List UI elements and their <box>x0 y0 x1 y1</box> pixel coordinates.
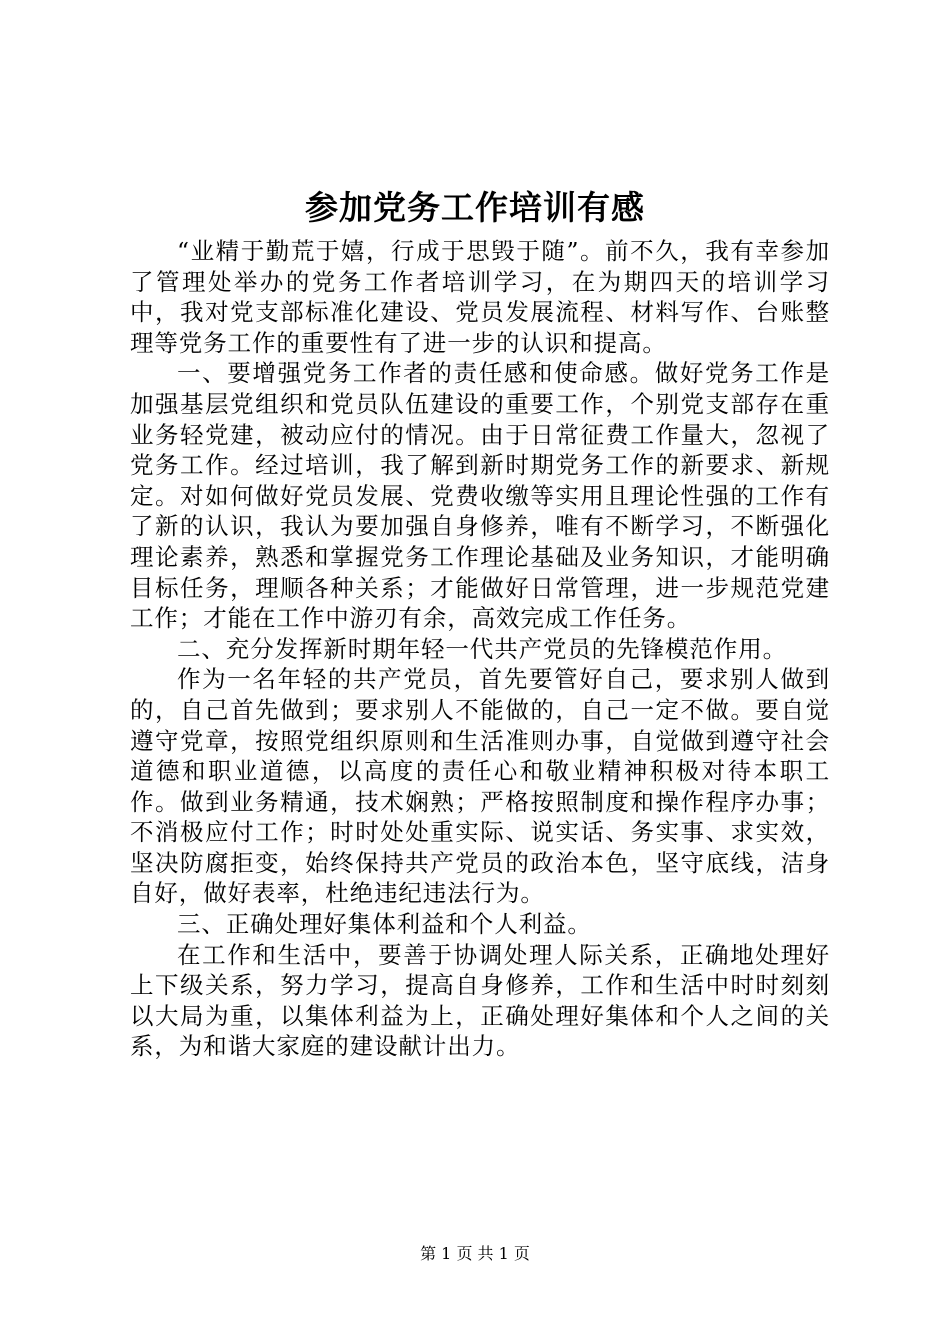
paragraph-section-two: 作为一名年轻的共产党员，首先要管好自己，要求别人做到的，自己首先做到；要求别人不能做的，自己一定不做。要自觉遵守党章，按照党组织原则和生活准则办事，自觉做到遵守社会道德和职业道德，以高度的责任心和敬业精神积极对待本职工作。做到业务精通，技术娴熟；严格按照制度和操作程序办事；不消极应付工作；时时处处重实际、说实话、务实事、求实效，坚决防腐拒变，始终保持共产党员的政治本色，坚守底线，洁身自好，做好表率，杜绝违纪违法行为。 <box>130 665 830 908</box>
paragraph-intro: “业精于勤荒于嬉，行成于思毁于随”。前不久，我有幸参加了管理处举办的党务工作者培训学习，在为期四天的培训学习中，我对党支部标准化建设、党员发展流程、材料写作、台账整理等党务工作的重要性有了进一步的认识和提高。 <box>130 237 830 357</box>
page-number-footer: 第 1 页 共 1 页 <box>420 1244 530 1263</box>
paragraph-section-three: 在工作和生活中，要善于协调处理人际关系，正确地处理好上下级关系，努力学习，提高自身修养，工作和生活中时时刻刻以大局为重，以集体利益为上，正确处理好集体和个人之间的关系，为和谐大家庭的建设献计出力。 <box>130 940 830 1061</box>
document-body <box>130 236 830 1062</box>
paragraph-section-three-heading: 三、正确处理好集体利益和个人利益。 <box>177 910 592 939</box>
paragraph-section-two-heading: 二、充分发挥新时期年轻一代共产党员的先锋模范作用。 <box>177 634 787 663</box>
document-title: 参加党务工作培训有感 <box>305 188 645 227</box>
paragraph-section-one: 一、要增强党务工作者的责任感和使命感。做好党务工作是加强基层党组织和党员队伍建设的重要工作，个别党支部存在重业务轻党建，被动应付的情况。由于日常征费工作量大，忽视了党务工作。经过培训，我了解到新时期党务工作的新要求、新规定。对如何做好党员发展、党费收缴等实用且理论性强的工作有了新的认识，我认为要加强自身修养，唯有不断学习，不断强化理论素养，熟悉和掌握党务工作理论基础及业务知识，才能明确目标任务，理顺各种关系；才能做好日常管理，进一步规范党建工作；才能在工作中游刃有余，高效完成工作任务。 <box>130 359 830 633</box>
